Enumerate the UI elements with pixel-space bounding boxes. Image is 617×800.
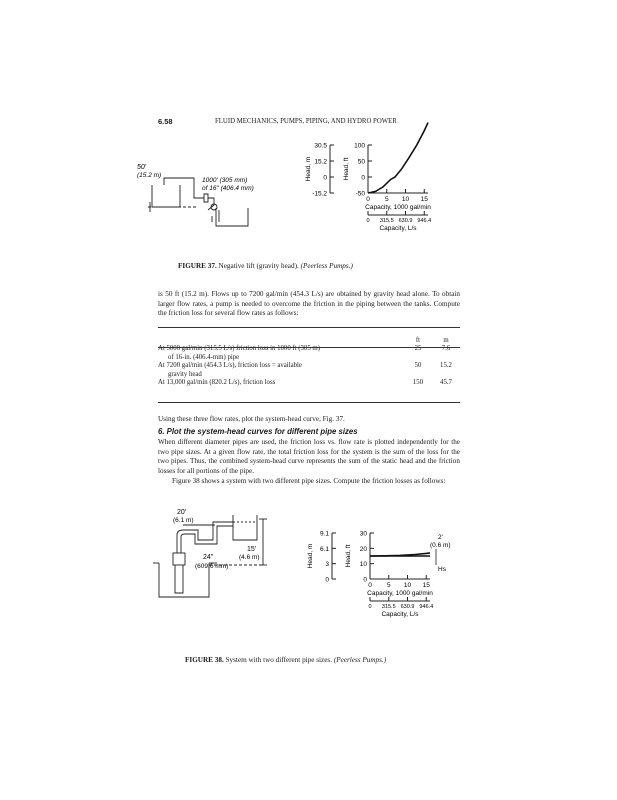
row-label-line-1: At 5000 gal/min (315.5 L/s) friction loss in 1000 ft (305 m) bbox=[158, 345, 320, 353]
series-line-system-head-curve bbox=[368, 123, 428, 193]
y-tick-label-ft: 50 bbox=[357, 158, 365, 166]
row-label-line-2: gravity head bbox=[168, 370, 202, 378]
upper-tank bbox=[233, 515, 257, 540]
paragraph-3: When different diameter pipes are used, the friction loss vs. flow rate is plotted independently for the two pipe sizes. At a given flow rate, the total friction loss for the system is the sum of the loss for the two pipes. Thus, the combined system-head curve represents the sum of the static head and the friction losses for all portions of the pipe. bbox=[158, 438, 460, 475]
y-tick-label-ft: 20 bbox=[359, 545, 367, 553]
y-tick-label-m: 0 bbox=[325, 576, 329, 584]
figure38-caption-text: System with two different pipe sizes. bbox=[225, 656, 333, 664]
y-tick-label-ft: 30 bbox=[359, 530, 367, 538]
y-tick-label-m: -15.2 bbox=[312, 190, 327, 198]
y-axis-title-ft: Head, ft bbox=[343, 157, 350, 181]
figure37-caption-source: (Peerless Pumps.) bbox=[300, 262, 353, 270]
figure37-diagram bbox=[137, 150, 280, 230]
row-label bbox=[158, 379, 404, 387]
y-tick-label-m: 9.1 bbox=[319, 530, 329, 538]
row-value-m: 15.2 bbox=[440, 362, 452, 370]
rise-label-metric: (4.6 m) bbox=[239, 554, 260, 561]
y-tick-label-m: 3 bbox=[325, 561, 329, 569]
figure37-caption-number: FIGURE 37. bbox=[178, 262, 217, 270]
x-tick-label-m: 630.9 bbox=[400, 604, 415, 610]
row-value-m: 45.7 bbox=[440, 379, 452, 387]
row-value-ft: 150 bbox=[412, 379, 424, 387]
row-value-ft: 25 bbox=[414, 345, 422, 353]
x-tick-label: 0 bbox=[366, 196, 370, 203]
row-value-ft: 50 bbox=[414, 362, 422, 370]
annotation-label-m: (0.6 m) bbox=[430, 542, 451, 549]
row-label-line-1: At 13,000 gal/min (820.2 L/s), friction loss bbox=[158, 379, 276, 387]
paragraph-4: Figure 38 shows a system with two different pipe sizes. Compute the friction losses as follows: bbox=[172, 477, 446, 485]
figure38-caption-source: (Peerless Pumps.) bbox=[333, 656, 387, 664]
x-tick-label-m: 946.4 bbox=[417, 218, 432, 224]
y-axis-title-m: Head, m bbox=[307, 543, 314, 569]
col-header-m: m bbox=[443, 337, 449, 344]
row-label bbox=[158, 362, 404, 379]
y-tick-label-ft: 0 bbox=[361, 174, 365, 182]
x-tick-label: 0 bbox=[368, 582, 372, 589]
x-tick-label-m: 315.5 bbox=[381, 604, 396, 610]
x-tick-label: 10 bbox=[401, 196, 410, 203]
x-tick-label-m: 630.9 bbox=[398, 218, 413, 224]
table-bottom-rule bbox=[158, 402, 460, 403]
running-title: FLUID MECHANICS, PUMPS, PIPING, AND HYDRO POWER bbox=[215, 118, 397, 125]
table-top-rule bbox=[158, 327, 460, 328]
y-tick-label-m: 30.5 bbox=[314, 142, 327, 150]
x-tick-label-m: 0 bbox=[366, 218, 370, 224]
row-label-line-1: At 7200 gal/min (454.3 L/s), friction loss = available bbox=[158, 362, 302, 370]
paragraph-2: Using these three flow rates, plot the system-head curve, Fig. 37. bbox=[158, 415, 345, 423]
y-tick-label-ft: 10 bbox=[359, 561, 367, 569]
x-tick-label-m: 0 bbox=[368, 604, 372, 610]
pipe-label-1: 1000' (305 mm) bbox=[202, 177, 248, 184]
x-axis-title-m: Capacity, L/s bbox=[379, 225, 417, 232]
y-tick-label-ft: -50 bbox=[355, 190, 365, 198]
figure37-caption bbox=[178, 262, 353, 270]
y-tick-label-m: 6.1 bbox=[319, 545, 329, 553]
x-axis-title: Capacity, 1000 gal/min bbox=[367, 590, 433, 597]
figure38-caption bbox=[185, 656, 386, 664]
x-tick-label: 5 bbox=[384, 196, 389, 203]
table-header-rule bbox=[158, 347, 460, 348]
lower-tank bbox=[216, 208, 248, 226]
x-tick-label: 15 bbox=[420, 196, 428, 203]
col-header-ft: ft bbox=[415, 337, 421, 344]
row-label-line-2: of 16-in. (406.4-mm) pipe bbox=[168, 353, 240, 361]
table-row bbox=[158, 379, 460, 387]
y-tick-label-ft: 100 bbox=[354, 142, 365, 150]
figure38-diagram bbox=[153, 505, 288, 605]
y-tick-label-m: 15.2 bbox=[314, 158, 327, 166]
step-heading: 6. Plot the system-head curves for different pipe sizes bbox=[158, 427, 358, 436]
x-tick-label: 10 bbox=[403, 582, 412, 589]
pipe-label-2: of 16" (406.4 mm) bbox=[202, 185, 254, 192]
x-tick-label: 5 bbox=[386, 582, 391, 589]
table-row bbox=[158, 362, 460, 379]
pipe-size-label: 24" bbox=[203, 554, 214, 561]
height-label-metric: (15.2 m) bbox=[137, 172, 162, 179]
page-number: 6.58 bbox=[158, 117, 173, 126]
y-axis-title-m: Head, m bbox=[305, 156, 312, 182]
pipe-size-label-metric: (609.6 mm) bbox=[195, 563, 229, 570]
row-value-m: 7.6 bbox=[441, 345, 451, 353]
height-label: 50' bbox=[137, 164, 147, 171]
y-tick-label-m: 0 bbox=[323, 174, 327, 182]
y-tick-label-ft: 0 bbox=[363, 576, 367, 584]
upper-tank bbox=[152, 185, 180, 207]
length-label: 20' bbox=[177, 509, 187, 516]
x-axis-title-m: Capacity, L/s bbox=[381, 611, 419, 618]
figure37-caption-text: Negative lift (gravity head). bbox=[218, 262, 299, 270]
paragraph-1: is 50 ft (15.2 m). Flows up to 7200 gal/min (454.3 L/s) are obtained by gravity head alone. To obtain larger flow rates, a pump is needed to overcome the friction in the piping between the tanks. Compute the friction loss for several flow rates as follows: bbox=[158, 290, 460, 318]
discharge-pipe bbox=[177, 522, 233, 553]
figure38-chart bbox=[278, 525, 468, 645]
y-axis-title-ft: Head, ft bbox=[345, 544, 352, 568]
annotation-label-hs: Hs bbox=[438, 566, 446, 573]
x-axis-title: Capacity, 1000 gal/min bbox=[365, 204, 431, 211]
rise-label: 15' bbox=[247, 546, 257, 553]
annotation-label-ft: 2' bbox=[438, 534, 443, 541]
friction-table bbox=[158, 337, 460, 387]
figure38-caption-number: FIGURE 38. bbox=[185, 656, 224, 664]
figure37-chart bbox=[278, 135, 468, 260]
x-tick-label-m: 315.5 bbox=[379, 218, 394, 224]
pipe-run bbox=[164, 178, 204, 198]
x-tick-label-m: 946.4 bbox=[419, 604, 434, 610]
table-header-row bbox=[158, 337, 460, 345]
length-label-metric: (6.1 m) bbox=[173, 517, 194, 524]
pump-column bbox=[175, 565, 183, 593]
x-tick-label: 15 bbox=[422, 582, 430, 589]
